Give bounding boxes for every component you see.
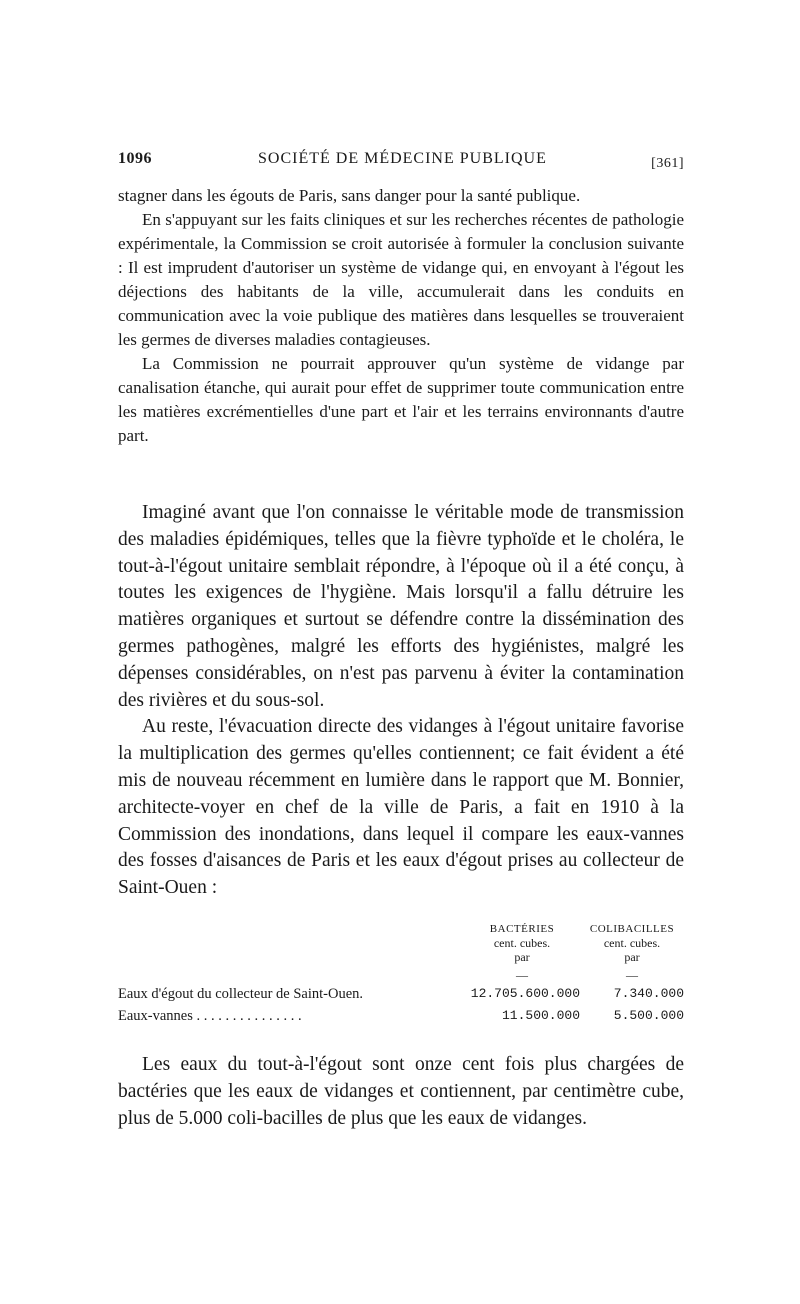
closing-text [118, 1052, 684, 1132]
column-header-colibacilles: COLIBACILLES cent. cubes. [589, 923, 675, 950]
row-label: Eaux-vannes . . . . . . . . . . . . . . . [118, 1008, 302, 1024]
table-header-row [118, 922, 684, 950]
paragraph: stagner dans les égouts de Paris, sans danger pour la santé publique. [118, 186, 581, 205]
running-title: SOCIÉTÉ DE MÉDECINE PUBLIQUE [258, 150, 547, 167]
page-note: [361] [651, 156, 684, 171]
dash: — [626, 968, 638, 982]
page-number: 1096 [118, 150, 152, 167]
paragraph: En s'appuyant sur les faits cliniques et sur les recherches récentes de pathologie expérimentale, la Commission se croit autorisée à formuler la conclusion suivante : Il est imprudent d'autoriser un système de vidange qui, en envoyant à l'égout les déjections des habitants de la ville, accumulerait dans les conduits en communication avec la voie publique des matières dans lesquelles se trouveraient les germes de diverses maladies contagieuses. [118, 210, 684, 349]
unit-label: par [624, 950, 640, 964]
main-text [118, 500, 684, 902]
column-header-bacteries: BACTÉRIES cent. cubes. [489, 923, 555, 950]
cell-bacteries: 11.500.000 [501, 1008, 580, 1023]
row-label: Eaux d'égout du collecteur de Saint-Ouen. [118, 986, 364, 1002]
bacteria-table [118, 922, 684, 1028]
table-row [118, 1006, 684, 1028]
paragraph: La Commission ne pourrait approuver qu'un système de vidange par canalisation étanche, qui aurait pour effet de supprimer toute communication entre les matières excrémentielles d'une part et l'air et les terrains environnants d'autre part. [118, 354, 684, 445]
table-dash-row [118, 968, 684, 984]
dash: — [516, 968, 528, 982]
cell-colibacilles: 7.340.000 [613, 986, 684, 1001]
running-head [118, 150, 684, 174]
table-row [118, 984, 684, 1006]
paragraph: Les eaux du tout-à-l'égout sont onze cent fois plus chargées de bactéries que les eaux de vidanges et contiennent, par centimètre cube, plus de 5.000 coli-bacilles de plus que les eaux de vidanges. [118, 1054, 684, 1129]
table-unit-row [118, 950, 684, 968]
cell-colibacilles: 5.500.000 [613, 1008, 684, 1023]
paragraph: Au reste, l'évacuation directe des vidanges à l'égout unitaire favorise la multiplication des germes qu'elles contiennent; ce fait évident a été mis de nouveau récemment en lumière dans le rapport que M. Bonnier, architecte-voyer en chef de la ville de Paris, a fait en 1910 à la Commission des inondations, dans lequel il compare les eaux-vannes des fosses d'aisances de Paris et les eaux d'égout prises au collecteur de Saint-Ouen : [118, 716, 684, 899]
unit-label: par [514, 950, 530, 964]
cell-bacteries: 12.705.600.000 [470, 986, 580, 1001]
paragraph: Imaginé avant que l'on connaisse le véritable mode de transmission des maladies épidémiques, telles que la fièvre typhoïde et le choléra, le tout-à-l'égout unitaire semblait répondre, à l'époque où il a été conçu, à toutes les exigences de l'hygiène. Mais lorsqu'il a fallu détruire les matières organiques et surtout se défendre contre la dissémination des germes pathogènes, malgré les efforts des hygiénistes, malgré les dépenses considérables, on n'est pas parvenu à éviter la contamination des rivières et du sous-sol. [118, 502, 684, 711]
quoted-conclusion [118, 184, 684, 448]
